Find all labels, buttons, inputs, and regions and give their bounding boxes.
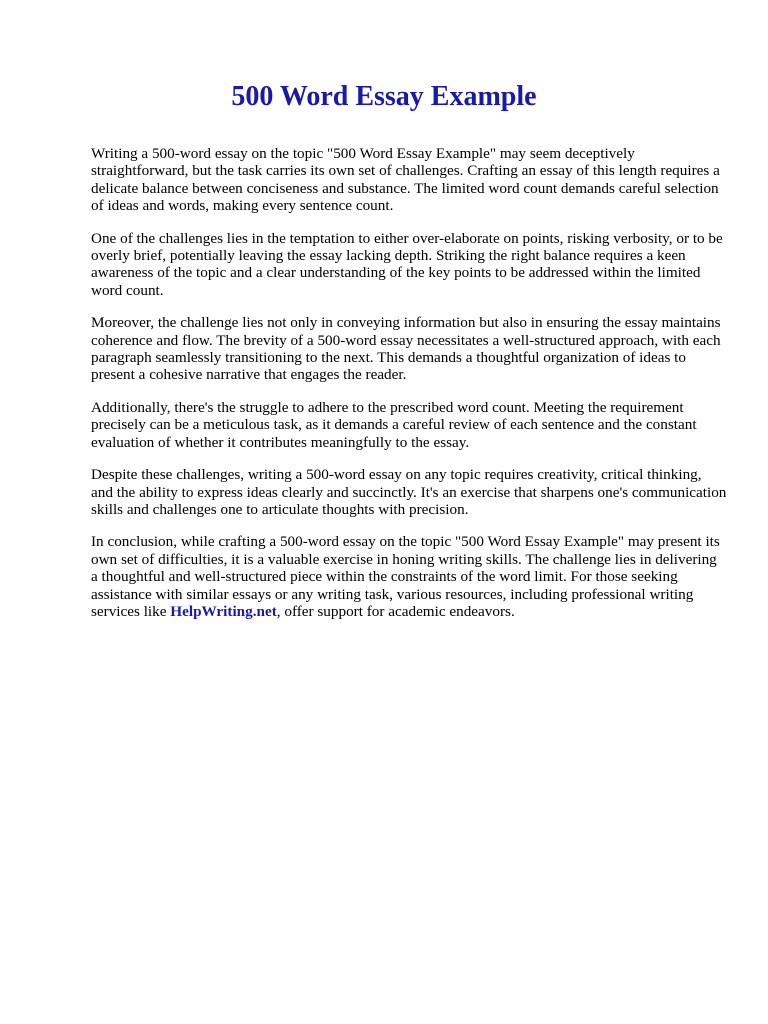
paragraph-conclusion <box>91 533 727 620</box>
page-title: 500 Word Essay Example <box>231 81 537 112</box>
paragraph-5: Despite these challenges, writing a 500-word essay on any topic requires creativity, critical thinking, and the ability to express ideas clearly and succinctly. It's an exercise that sharpens one's communication skills and challenges one to articulate thoughts with precision. <box>91 466 727 518</box>
essay-body <box>91 145 727 635</box>
paragraph-2: One of the challenges lies in the temptation to either over-elaborate on points, risking verbosity, or to be overly brief, potentially leaving the essay lacking depth. Striking the right balance requires a keen awareness of the topic and a clear understanding of the key points to be addressed within the limited word count. <box>91 229 723 299</box>
paragraph-4: Additionally, there's the struggle to adhere to the prescribed word count. Meeting the requirement precisely can be a meticulous task, as it demands a careful review of each sentence and the constant evaluation of whether it contributes meaningfully to the essay. <box>91 398 697 451</box>
paragraph-3: Moreover, the challenge lies not only in conveying information but also in ensuring the essay maintains coherence and flow. The brevity of a 500-word essay necessitates a well-structured approach, with each paragraph seamlessly transitioning to the next. This demands a thoughtful organization of ideas to present a cohesive narrative that engages the reader. <box>91 314 721 384</box>
helpwriting-link[interactable]: HelpWriting.net <box>170 602 277 620</box>
conclusion-text-after-link: , offer support for academic endeavors. <box>276 602 515 620</box>
conclusion-text-before-link: In conclusion, while crafting a 500-word essay on the topic "500 Word Essay Example" may present its own set of difficulties, it is a valuable exercise in honing writing skills. The challenge lies in delivering a thoughtful and well-structured piece within the constraints of the word limit. For those seeking assistance with similar essays or any writing task, various resources, including professional writing services like <box>91 533 720 620</box>
paragraph-1: Writing a 500-word essay on the topic "500 Word Essay Example" may seem deceptively straightforward, but the task carries its own set of challenges. Crafting an essay of this length requires a delicate balance between conciseness and substance. The limited word count demands careful selection of ideas and words, making every sentence count. <box>91 145 720 215</box>
